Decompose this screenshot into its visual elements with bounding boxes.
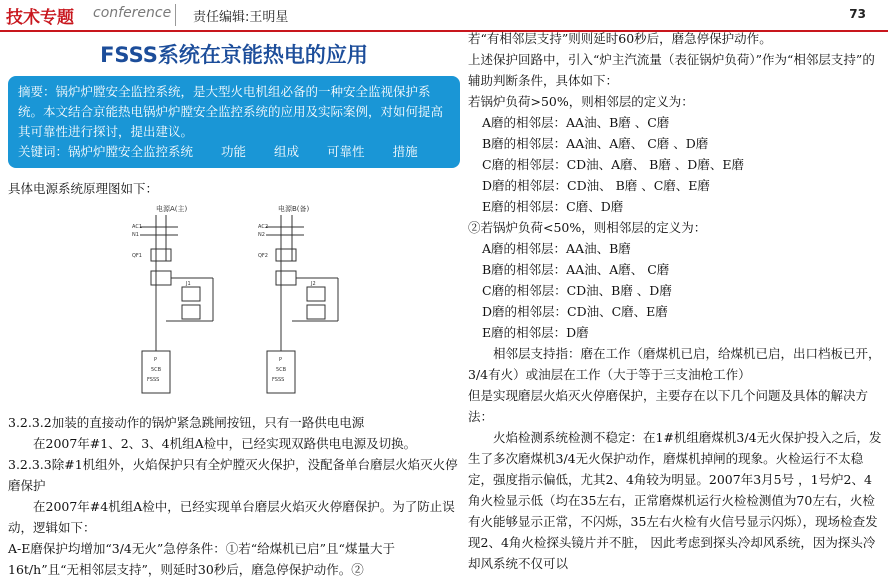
para-auxiliary: 上述保护回路中，引入“炉主汽流量（表征锅炉负荷）”作为“相邻层支持”的辅助判断条件，具体如下：: [468, 52, 875, 88]
svg-text:AC2: AC2: [258, 224, 269, 230]
keyword-3: 可靠性: [327, 144, 365, 159]
keyword-1: 功能: [221, 144, 247, 159]
svg-text:QF2: QF2: [258, 253, 268, 259]
svg-text:5CB: 5CB: [151, 367, 162, 373]
svg-text:J2: J2: [311, 281, 316, 287]
svg-text:N1: N1: [132, 232, 139, 238]
para-logic: A-E磨保护均增加“3/4无火”急停条件：①若“给煤机已启”且“煤量大于16t/h”且“无相邻层支持”，则延时30秒后，磨急停保护动作。②: [8, 541, 395, 577]
article-title: FSSS系统在京能热电的应用: [100, 43, 368, 67]
circuit-left: [140, 204, 213, 393]
section-subtitle: conference: [93, 5, 172, 21]
para-adjacent-60s: 若“有相邻层支持”则则延时60秒后，磨急停保护动作。: [468, 31, 772, 46]
para-3-2-3-3: 3.2.3.3除#1机组外，火焰保护只有全炉膛灭火保护，没配备单台磨层火焰灭火停磨保护: [8, 457, 458, 493]
circuit-right: [266, 204, 338, 393]
list-item: C磨的相邻层：CD油、B磨 、D磨: [482, 283, 672, 298]
list-item: D磨的相邻层：CD油、 B磨 、C磨、E磨: [482, 178, 710, 193]
section-title: 技术专题: [6, 8, 74, 28]
page-number: 73: [849, 7, 866, 21]
list-item: A磨的相邻层：AA油、B磨 、C磨: [482, 115, 670, 130]
svg-text:5CB: 5CB: [276, 367, 287, 373]
list-load-below-50: [468, 238, 884, 343]
list-item: A磨的相邻层：AA油、B磨: [482, 241, 631, 256]
para-load-below-50: ②若锅炉负荷<50%，则相邻层的定义为：: [468, 220, 707, 235]
bus-label-left: 电源A(主): [156, 205, 188, 213]
para-adjacent-support: 相邻层支持指：磨在工作（磨煤机已启，给煤机已启，出口档板已开，3/4有火）或油层在工作（大于等于三支油枪工作）: [468, 346, 881, 382]
editor-credit: 责任编辑:王明星: [193, 10, 289, 25]
list-load-above-50: [468, 112, 884, 217]
keyword-2: 组成: [274, 144, 300, 159]
bus-label-right: 电源B(备): [278, 205, 310, 213]
diagram-intro: 具体电源系统原理图如下：: [8, 181, 159, 196]
keywords-row: [18, 142, 450, 162]
para-dual-supply: 在2007年#1、2、3、4机组A检中，已经实现双路供电电源及切换。: [33, 436, 417, 451]
abstract-box: [8, 76, 460, 168]
list-item: B磨的相邻层：AA油、A磨、 C磨 、D磨: [482, 136, 709, 151]
list-item: B磨的相邻层：AA油、A磨、 C磨: [482, 262, 670, 277]
list-item: D磨的相邻层：CD油、C磨、E磨: [482, 304, 668, 319]
svg-text:P: P: [154, 357, 158, 363]
list-item: C磨的相邻层：CD油、A磨、 B磨 、D磨、E磨: [482, 157, 744, 172]
page-header: [0, 0, 888, 30]
header-divider: [175, 4, 176, 26]
svg-text:FSSS: FSSS: [272, 377, 285, 383]
svg-text:QF1: QF1: [132, 253, 142, 259]
svg-text:AC1: AC1: [132, 224, 143, 230]
power-diagram: [8, 201, 460, 431]
abstract-text: 摘要：锅炉炉膛安全监控系统，是大型火电机组必备的一种安全监视保护系统。本文结合京能热电锅炉炉膛安全监控系统的应用及实际案例，对如何提高其可靠性进行探讨，提出建议。: [18, 84, 444, 139]
svg-text:J1: J1: [186, 281, 191, 287]
para-3-2-3-2: 3.2.3.2加装的直接动作的锅炉紧急跳闸按钮，只有一路供电电源: [8, 415, 365, 430]
para-problems: 但是实现磨层火焰灭火停磨保护，主要存在以下几个问题及具体的解决方法：: [468, 388, 869, 424]
para-flame-detect: 火焰检测系统检测不稳定：在1#机组磨煤机3/4无火保护投入之后，发生了多次磨煤机3/4无火保护动作，磨煤机掉闸的现象。火检运行不太稳定，强度指示偏低，尤其2、4角较为明显。2007年3月5号 ，1号炉2、4角火检显示低（均在35左右，正常磨煤机运行火检检测值为70左右，火检有火能够显示正常，不闪烁，35左右火检有火信号显示闪烁），现场检查发现2、4角火检探头镜片并不脏， 因此考虑到探头冷却风系统，因为探头冷却风系统不仅可以: [468, 430, 882, 571]
keyword-4: 措施: [392, 144, 418, 159]
keywords-label: 关键词：锅炉炉膛安全监控系统: [18, 144, 194, 159]
para-4-unit: 在2007年#4机组A检中，已经实现单台磨层火焰灭火停磨保护。为了防止误动，逻辑如下：: [8, 499, 455, 535]
svg-text:P: P: [279, 357, 283, 363]
power-diagram-svg: [8, 201, 460, 401]
para-load-above-50: 若锅炉负荷>50%，则相邻层的定义为：: [468, 94, 694, 109]
right-column: [468, 28, 884, 588]
svg-text:N2: N2: [258, 232, 265, 238]
list-item: E磨的相邻层：C磨、D磨: [482, 199, 624, 214]
list-item: E磨的相邻层：D磨: [482, 325, 589, 340]
left-column: [8, 34, 460, 588]
svg-text:FSSS: FSSS: [147, 377, 160, 383]
